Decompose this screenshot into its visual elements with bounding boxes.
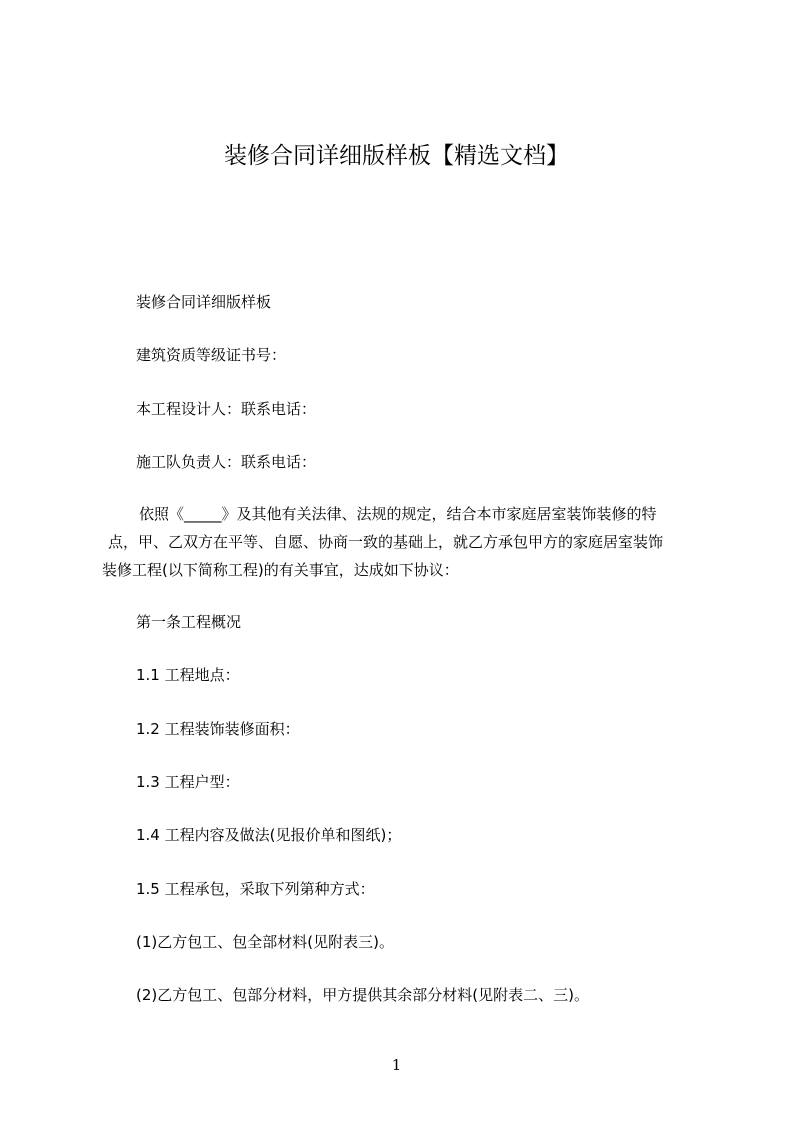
- clause-item: 1.3 工程户型：: [136, 773, 240, 791]
- clause-item: 1.2 工程装饰装修面积：: [136, 720, 300, 738]
- team-leader-contact-line: 施工队负责人：联系电话：: [136, 453, 317, 471]
- document-title: 装修合同详细版样板【精选文档】: [224, 143, 569, 169]
- section-heading: 第一条工程概况: [136, 613, 242, 631]
- qualification-certificate-line: 建筑资质等级证书号：: [136, 346, 287, 364]
- paragraph-line: 依照《_____》及其他有关法律、法规的规定，结合本市家庭居室装饰装修的特: [139, 505, 657, 523]
- clause-item: 1.5 工程承包，采取下列第种方式：: [136, 880, 375, 898]
- clause-item: (1)乙方包工、包全部材料(见附表三)。: [136, 933, 394, 951]
- page-number: 1: [391, 1056, 402, 1074]
- contract-name-line: 装修合同详细版样板: [136, 293, 272, 311]
- designer-contact-line: 本工程设计人：联系电话：: [136, 400, 317, 418]
- paragraph-line: 装修工程(以下简称工程)的有关事宜，达成如下协议：: [102, 561, 459, 579]
- clause-item: 1.1 工程地点：: [136, 666, 240, 684]
- agreement-intro-paragraph: [102, 500, 722, 584]
- paragraph-line: 点，甲、乙双方在平等、自愿、协商一致的基础上，就乙方承包甲方的家庭居室装饰: [108, 533, 664, 551]
- clause-item: (2)乙方包工、包部分材料，甲方提供其余部分材料(见附表二、三)。: [136, 986, 589, 1004]
- clause-item: 1.4 工程内容及做法(见报价单和图纸)；: [136, 826, 402, 844]
